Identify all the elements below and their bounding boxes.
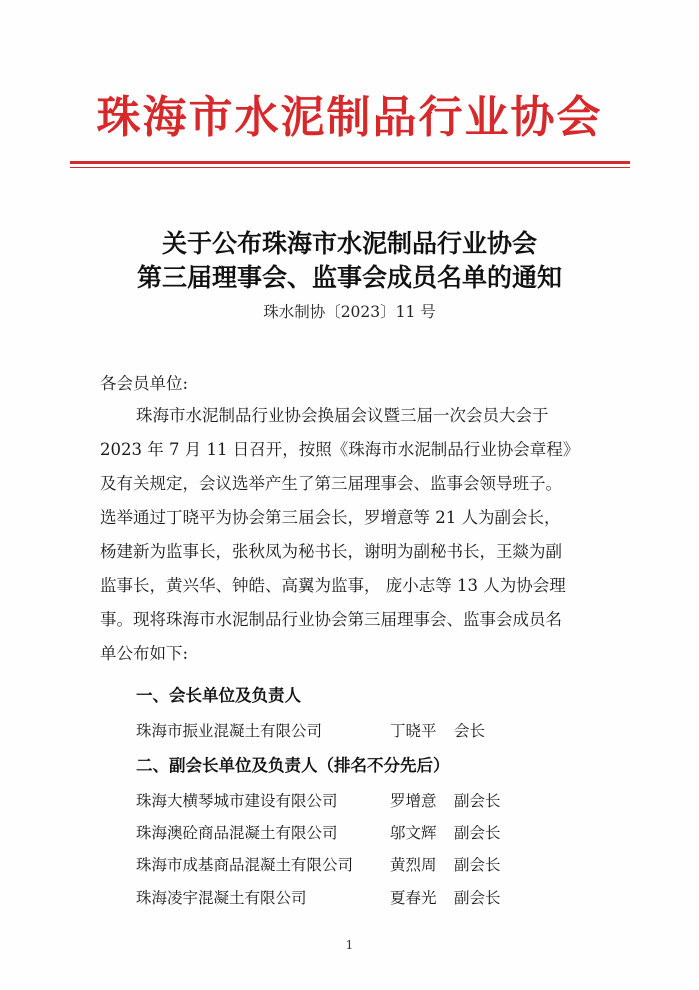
- member-role: 副会长: [454, 792, 501, 810]
- member-role: 会长: [454, 722, 486, 740]
- body-line: 杨建新为监事长，张秋凤为秘书长，谢明为副秘书长，王燚为副: [100, 542, 562, 561]
- member-company: 珠海凌宇混凝土有限公司: [136, 889, 307, 907]
- member-role: 副会长: [454, 824, 501, 842]
- member-row: [136, 719, 485, 743]
- page-number: 1: [345, 938, 354, 952]
- body-line: 及有关规定，会议选举产生了第三届理事会、监事会领导班子。: [100, 474, 562, 493]
- member-person: 邬文辉: [390, 824, 437, 842]
- member-row: [136, 853, 501, 877]
- member-person: 黄烈周: [390, 856, 437, 874]
- document-number: 珠水制协〔2023〕11 号: [263, 303, 436, 321]
- member-person: 夏春光: [390, 889, 437, 907]
- member-role: 副会长: [454, 856, 501, 874]
- body-line: 2023 年 7 月 11 日召开，按照《珠海市水泥制品行业协会章程》: [100, 440, 580, 459]
- member-company: 珠海澳砼商品混凝土有限公司: [136, 824, 338, 842]
- section-heading-vice-president: 二、副会长单位及负责人（排名不分先后）: [136, 756, 450, 775]
- body-line: 选举通过丁晓平为协会第三届会长，罗增意等 21 人为副会长，: [100, 508, 561, 527]
- header-divider-thick: [70, 161, 630, 164]
- body-line: 监事长，黄兴华、钟皓、高翼为监事， 庞小志等 13 人为协会理: [100, 576, 566, 595]
- salutation: 各会员单位:: [100, 374, 189, 393]
- member-person: 罗增意: [390, 792, 437, 810]
- member-row: [136, 789, 501, 813]
- member-company: 珠海市成基商品混凝土有限公司: [136, 856, 354, 874]
- member-company: 珠海大横琴城市建设有限公司: [136, 792, 338, 810]
- body-line: 珠海市水泥制品行业协会换届会议暨三届一次会员大会于: [136, 406, 549, 425]
- member-row: [136, 821, 501, 845]
- member-company: 珠海市振业混凝土有限公司: [136, 722, 323, 740]
- section-heading-president: 一、会长单位及负责人: [136, 686, 301, 705]
- member-person: 丁晓平: [390, 722, 437, 740]
- organization-header: 珠海市水泥制品行业协会: [96, 92, 603, 143]
- document-title-line-1: 关于公布珠海市水泥制品行业协会: [161, 229, 537, 258]
- body-line: 单公布如下:: [100, 644, 189, 663]
- document-title-line-2: 第三届理事会、监事会成员名单的通知: [136, 263, 562, 292]
- header-divider-thin: [70, 167, 630, 168]
- body-line: 事。现将珠海市水泥制品行业协会第三届理事会、监事会成员名: [100, 610, 562, 629]
- member-row: [136, 886, 501, 910]
- member-role: 副会长: [454, 889, 501, 907]
